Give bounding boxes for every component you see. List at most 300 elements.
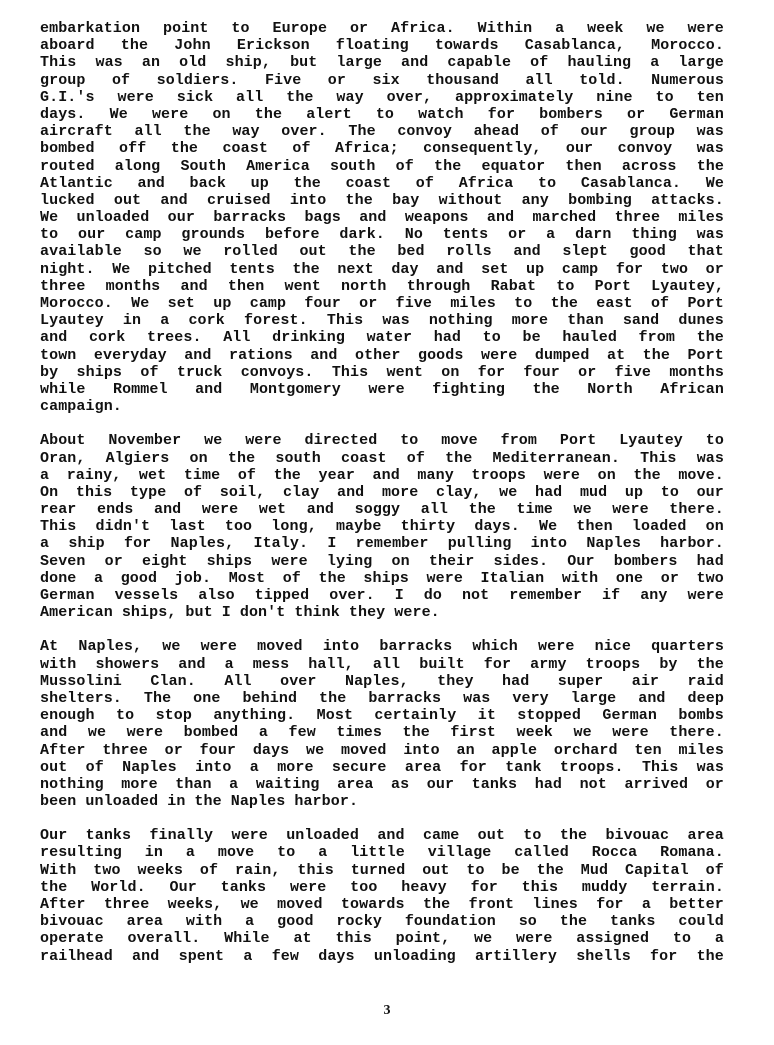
word: American bbox=[40, 604, 113, 622]
word: and bbox=[160, 191, 188, 209]
word: more bbox=[277, 758, 314, 776]
text-line bbox=[40, 535, 724, 552]
word: type bbox=[129, 483, 167, 501]
word: barracks bbox=[213, 209, 287, 227]
word: didn't bbox=[95, 518, 151, 536]
word: After bbox=[40, 896, 86, 913]
word: moved bbox=[277, 896, 323, 913]
word: by bbox=[659, 655, 678, 673]
word: we bbox=[183, 243, 202, 261]
word: convoy bbox=[397, 123, 452, 141]
word: they bbox=[348, 604, 386, 622]
word: the bbox=[348, 243, 376, 261]
word: ahead bbox=[473, 123, 520, 141]
word: and bbox=[195, 380, 223, 398]
text-line bbox=[40, 707, 724, 724]
word: attacks. bbox=[651, 191, 724, 209]
word: out bbox=[477, 827, 505, 845]
word: raid bbox=[687, 672, 724, 690]
word: were bbox=[126, 724, 164, 742]
word: the bbox=[402, 724, 430, 742]
text-line bbox=[40, 776, 724, 793]
word: then bbox=[227, 277, 265, 295]
word: we bbox=[87, 724, 107, 742]
word: the bbox=[550, 295, 578, 312]
word: the bbox=[696, 157, 724, 175]
word: of bbox=[292, 140, 311, 158]
word: a bbox=[40, 535, 50, 553]
word: floating bbox=[335, 37, 409, 55]
text-line bbox=[40, 501, 724, 518]
word: bombs bbox=[678, 707, 724, 725]
word: Naples, bbox=[344, 672, 409, 690]
word: good bbox=[277, 913, 314, 931]
text-line bbox=[40, 72, 724, 89]
word: this bbox=[75, 483, 113, 501]
word: through bbox=[406, 277, 471, 295]
word: goods bbox=[417, 346, 464, 364]
word: months bbox=[669, 363, 724, 381]
word: we bbox=[240, 896, 259, 913]
word: tanks bbox=[85, 827, 132, 845]
word: for bbox=[615, 260, 644, 278]
word: bed bbox=[397, 243, 425, 261]
word: maybe bbox=[335, 518, 382, 536]
word: months bbox=[105, 277, 161, 295]
word: at bbox=[606, 346, 626, 364]
word: ten bbox=[696, 88, 724, 106]
word: truck bbox=[176, 363, 223, 381]
word: tipped bbox=[254, 587, 310, 604]
word: in bbox=[122, 312, 142, 330]
word: move bbox=[217, 844, 255, 862]
word: to bbox=[40, 226, 59, 244]
word: dunes bbox=[678, 312, 724, 330]
word: little bbox=[350, 844, 405, 862]
word: for bbox=[123, 535, 152, 553]
word: deep bbox=[687, 689, 724, 707]
word: soldiers. bbox=[156, 71, 239, 89]
text-line bbox=[40, 209, 724, 226]
word: our bbox=[565, 140, 594, 158]
word: cork bbox=[188, 312, 225, 330]
word: were. bbox=[394, 604, 440, 622]
word: a bbox=[243, 947, 253, 965]
word: very bbox=[512, 689, 549, 707]
word: moved bbox=[257, 638, 303, 656]
word: long, bbox=[271, 518, 317, 536]
word: two bbox=[696, 569, 724, 587]
word: everyday bbox=[93, 346, 167, 364]
word: on bbox=[441, 363, 460, 381]
word: was bbox=[696, 758, 724, 776]
word: Lyautey, bbox=[651, 277, 724, 295]
word: vessels bbox=[114, 587, 179, 604]
word: had bbox=[502, 672, 530, 690]
word: finally bbox=[149, 827, 214, 845]
word: watch bbox=[418, 105, 464, 123]
word: Within bbox=[477, 20, 533, 37]
word: the bbox=[536, 861, 564, 879]
word: ten bbox=[634, 741, 662, 759]
word: and bbox=[372, 466, 400, 484]
word: clay, bbox=[435, 483, 482, 501]
word: at bbox=[293, 930, 312, 948]
word: unloaded bbox=[76, 209, 150, 227]
word: This bbox=[40, 54, 77, 72]
word: this bbox=[521, 878, 559, 896]
text-line bbox=[40, 656, 724, 673]
word: or bbox=[660, 569, 679, 587]
word: was bbox=[696, 449, 724, 467]
word: point, bbox=[395, 930, 451, 948]
word: two bbox=[93, 861, 121, 879]
word: shelters. bbox=[40, 689, 122, 707]
word: slept bbox=[562, 243, 608, 261]
word: nothing bbox=[40, 775, 104, 793]
word: be bbox=[501, 861, 520, 879]
word: over. bbox=[329, 587, 375, 604]
word: five bbox=[614, 363, 652, 381]
word: Our bbox=[567, 552, 595, 570]
word: towards bbox=[434, 37, 499, 55]
word: the bbox=[319, 689, 347, 707]
word: more bbox=[121, 775, 158, 793]
word: as bbox=[391, 775, 410, 793]
word: waiting bbox=[255, 775, 320, 793]
word: operate bbox=[40, 930, 104, 948]
word: behind bbox=[242, 689, 298, 707]
word: were bbox=[516, 930, 553, 948]
word: aircraft bbox=[40, 123, 113, 141]
word: sick bbox=[176, 88, 214, 106]
word: with bbox=[40, 655, 77, 673]
word: We bbox=[539, 518, 558, 536]
word: air bbox=[631, 672, 660, 690]
word: bombed bbox=[40, 140, 95, 158]
word: About bbox=[40, 432, 86, 450]
word: Capital bbox=[625, 861, 689, 879]
text-line bbox=[40, 638, 724, 655]
word: Rabat bbox=[490, 277, 537, 295]
word: and bbox=[336, 483, 365, 501]
text-line bbox=[40, 37, 724, 54]
word: night. bbox=[40, 260, 95, 278]
word: capable bbox=[447, 54, 512, 72]
text-line bbox=[40, 518, 724, 535]
word: good bbox=[120, 569, 158, 587]
word: we bbox=[204, 432, 223, 450]
word: nice bbox=[594, 638, 631, 656]
word: one bbox=[615, 569, 644, 587]
word: the bbox=[642, 346, 670, 364]
word: secure bbox=[331, 758, 387, 776]
word: the bbox=[254, 105, 283, 123]
word: fighting bbox=[432, 380, 506, 398]
word: nine bbox=[596, 88, 633, 106]
word: nothing bbox=[428, 312, 493, 330]
word: move bbox=[441, 432, 478, 450]
word: darn bbox=[575, 226, 612, 244]
word: campaign. bbox=[40, 398, 122, 416]
word: up bbox=[526, 260, 545, 278]
word: too bbox=[224, 518, 253, 536]
word: or bbox=[359, 295, 378, 312]
word: a bbox=[641, 896, 651, 913]
word: had bbox=[696, 552, 724, 570]
word: four bbox=[523, 363, 560, 381]
word: bay bbox=[392, 191, 420, 209]
word: our bbox=[696, 483, 724, 501]
word: day bbox=[391, 260, 419, 278]
word: in bbox=[167, 793, 186, 811]
word: were bbox=[245, 432, 282, 450]
word: year bbox=[318, 466, 355, 484]
word: area bbox=[337, 775, 374, 793]
word: After bbox=[40, 741, 86, 759]
word: ends bbox=[96, 501, 134, 519]
word: and bbox=[486, 209, 515, 227]
word: over. bbox=[281, 123, 327, 141]
word: for bbox=[477, 363, 506, 381]
word: way bbox=[232, 123, 260, 141]
word: so bbox=[518, 913, 537, 931]
word: forest. bbox=[244, 312, 308, 330]
word: into bbox=[289, 191, 327, 209]
word: was bbox=[696, 140, 724, 158]
word: marched bbox=[532, 209, 597, 227]
word: then bbox=[576, 518, 613, 536]
word: went bbox=[386, 363, 423, 381]
word: few bbox=[288, 724, 316, 742]
word: miles bbox=[450, 295, 496, 312]
text-line bbox=[40, 347, 724, 364]
word: were bbox=[687, 20, 724, 37]
word: thirty bbox=[400, 518, 456, 536]
word: of bbox=[705, 861, 724, 879]
word: aboard bbox=[40, 37, 95, 55]
word: to bbox=[523, 827, 542, 845]
word: on bbox=[212, 105, 231, 123]
word: up bbox=[624, 483, 644, 501]
word: over bbox=[280, 672, 317, 690]
word: troops. bbox=[559, 758, 624, 776]
word: assigned bbox=[576, 930, 650, 948]
word: week bbox=[587, 20, 624, 37]
word: this bbox=[335, 930, 372, 948]
word: more bbox=[381, 483, 419, 501]
word: south bbox=[275, 449, 321, 467]
word: foundation bbox=[404, 913, 496, 931]
word: first bbox=[450, 724, 496, 742]
word: was bbox=[95, 54, 123, 72]
word: a bbox=[714, 930, 724, 948]
word: the bbox=[633, 466, 661, 484]
word: rations bbox=[228, 346, 293, 364]
word: or bbox=[627, 105, 646, 123]
word: point bbox=[163, 20, 209, 37]
word: of bbox=[530, 54, 549, 72]
word: in bbox=[144, 844, 163, 862]
word: Naples bbox=[230, 793, 286, 811]
word: Romana. bbox=[660, 844, 724, 862]
word: from bbox=[638, 329, 675, 347]
word: troops bbox=[471, 466, 527, 484]
text-line bbox=[40, 398, 724, 415]
word: Africa. bbox=[391, 20, 455, 37]
word: All bbox=[223, 329, 251, 347]
word: unloading bbox=[373, 947, 456, 965]
word: a bbox=[258, 724, 268, 742]
word: the bbox=[559, 827, 588, 845]
word: we bbox=[573, 724, 592, 742]
word: it bbox=[477, 707, 496, 725]
word: of bbox=[85, 758, 104, 776]
text-line bbox=[40, 862, 724, 879]
word: the bbox=[696, 655, 724, 673]
word: move. bbox=[678, 466, 724, 484]
word: also bbox=[198, 587, 235, 604]
text-line bbox=[40, 930, 724, 947]
word: German bbox=[40, 587, 95, 604]
word: to bbox=[556, 277, 575, 295]
word: spent bbox=[178, 947, 225, 965]
word: don't bbox=[239, 604, 286, 622]
word: and bbox=[513, 243, 541, 261]
word: we bbox=[474, 930, 493, 948]
word: At bbox=[40, 638, 59, 656]
text-line bbox=[40, 570, 724, 587]
word: for bbox=[470, 878, 498, 896]
word: troops bbox=[585, 655, 641, 673]
text-line bbox=[40, 587, 724, 604]
word: do bbox=[423, 587, 442, 604]
word: ships bbox=[363, 569, 409, 587]
word: heavy bbox=[401, 878, 447, 896]
word: stopped bbox=[517, 707, 582, 725]
word: we bbox=[499, 483, 518, 501]
word: days. bbox=[474, 518, 520, 536]
word: Most bbox=[228, 569, 266, 587]
word: overall. bbox=[127, 930, 201, 948]
word: there. bbox=[669, 501, 724, 519]
word: enough bbox=[40, 707, 95, 725]
word: south bbox=[329, 157, 376, 175]
word: five bbox=[395, 295, 433, 312]
word: We bbox=[705, 174, 724, 192]
word: tank bbox=[505, 758, 542, 776]
word: built bbox=[419, 655, 465, 673]
word: Africa bbox=[458, 174, 514, 192]
word: set bbox=[481, 260, 509, 278]
word: into bbox=[195, 758, 232, 776]
text-line bbox=[40, 295, 724, 312]
text-line bbox=[40, 673, 724, 690]
word: rocky bbox=[336, 913, 382, 931]
word: one bbox=[193, 689, 221, 707]
word: and bbox=[178, 655, 206, 673]
word: and bbox=[436, 260, 464, 278]
word: mess bbox=[252, 655, 290, 673]
word: to bbox=[115, 707, 135, 725]
word: all bbox=[420, 501, 449, 519]
word: Africa; bbox=[334, 140, 399, 158]
word: an bbox=[141, 54, 161, 72]
word: weeks, bbox=[167, 896, 223, 913]
text-line bbox=[40, 192, 724, 209]
word: bombers bbox=[539, 105, 603, 123]
word: of bbox=[183, 483, 203, 501]
word: I bbox=[327, 535, 337, 553]
word: three bbox=[103, 896, 150, 913]
word: camp bbox=[561, 260, 599, 278]
word: cork bbox=[88, 329, 126, 347]
word: than bbox=[175, 775, 212, 793]
word: Morocco. bbox=[40, 295, 113, 312]
word: artillery bbox=[475, 947, 557, 965]
word: camp bbox=[249, 295, 287, 312]
paragraph-3 bbox=[40, 638, 724, 810]
word: hall, bbox=[308, 655, 354, 673]
word: then bbox=[565, 157, 602, 175]
word: quarters bbox=[651, 638, 724, 656]
word: and bbox=[184, 346, 212, 364]
word: Clan. bbox=[150, 672, 196, 690]
word: into bbox=[403, 741, 440, 759]
word: miles bbox=[678, 209, 724, 227]
word: last bbox=[169, 518, 206, 536]
word: Algiers bbox=[105, 449, 170, 467]
word: Italian bbox=[480, 569, 545, 587]
word: resulting bbox=[40, 844, 122, 862]
word: certainly bbox=[374, 707, 457, 725]
text-line bbox=[40, 175, 724, 192]
word: railhead bbox=[40, 947, 113, 965]
word: with bbox=[561, 569, 599, 587]
word: the bbox=[292, 260, 320, 278]
word: tanks bbox=[471, 775, 518, 793]
word: of bbox=[406, 449, 425, 467]
word: back bbox=[189, 174, 226, 192]
text-line bbox=[40, 158, 724, 175]
word: were bbox=[538, 638, 575, 656]
text-line bbox=[40, 89, 724, 106]
word: the bbox=[696, 329, 724, 347]
word: clay bbox=[282, 483, 320, 501]
word: G.I.'s bbox=[40, 88, 95, 106]
word: out bbox=[299, 243, 327, 261]
word: all bbox=[525, 71, 553, 89]
word: Our bbox=[169, 878, 197, 896]
text-line bbox=[40, 364, 724, 381]
word: called bbox=[514, 844, 569, 862]
word: on bbox=[189, 449, 208, 467]
word: had bbox=[433, 329, 462, 347]
word: to bbox=[277, 844, 296, 862]
word: too bbox=[350, 878, 378, 896]
word: large bbox=[678, 54, 724, 72]
word: and bbox=[377, 827, 405, 845]
word: up bbox=[250, 174, 269, 192]
text-line bbox=[40, 106, 724, 123]
word: trees. bbox=[146, 329, 202, 347]
word: We bbox=[40, 209, 59, 227]
word: village bbox=[427, 844, 492, 862]
word: German bbox=[602, 707, 657, 725]
word: a bbox=[185, 844, 195, 862]
word: any bbox=[521, 191, 549, 209]
word: drinking bbox=[272, 329, 345, 347]
